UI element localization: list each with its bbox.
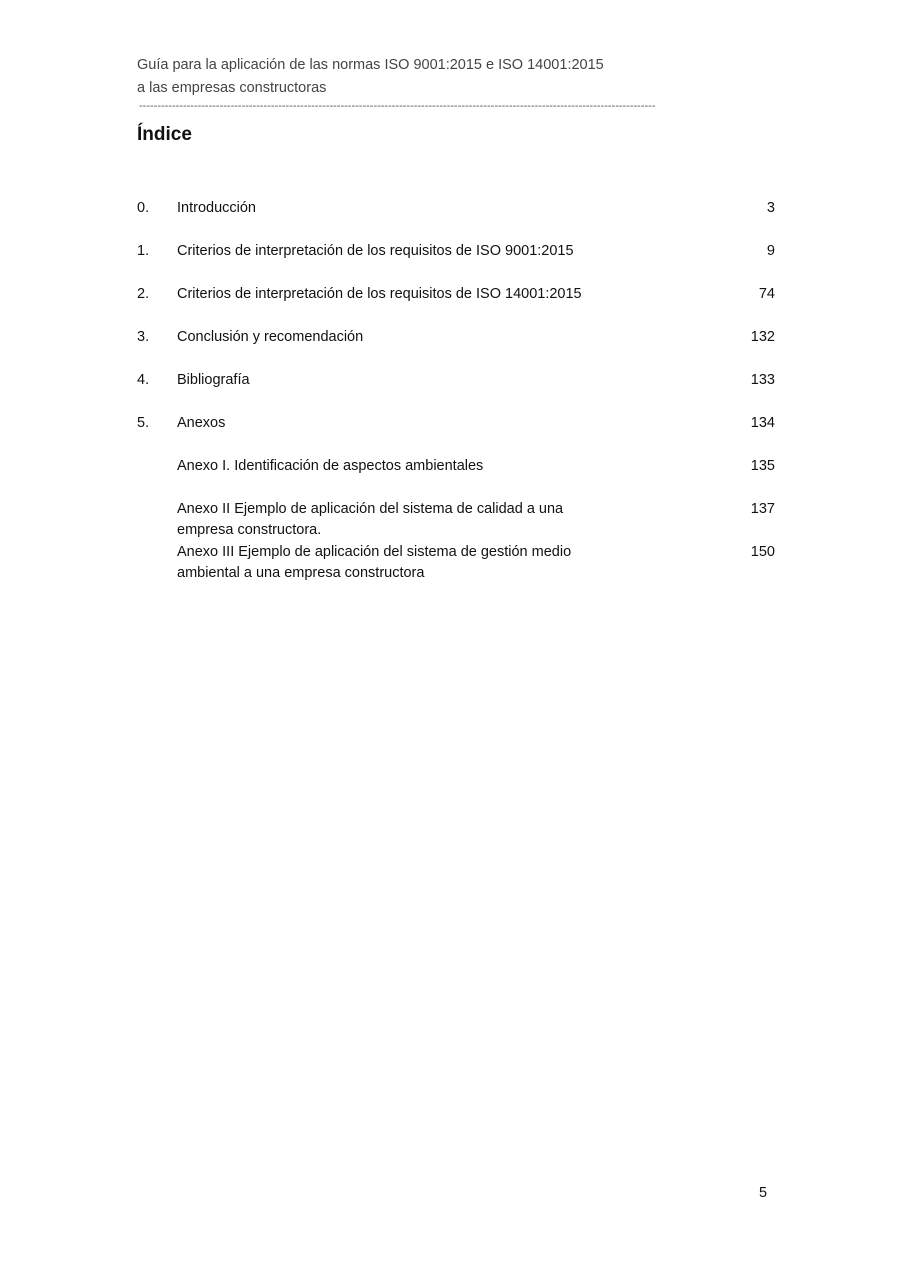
toc-annex-label-line-2: empresa constructora. [177,522,322,538]
toc-entry-page: 9 [766,243,775,259]
toc-annex-label-line-1: Anexo I. Identificación de aspectos ambientales [177,458,484,474]
toc-entry-page: 150 [750,544,775,560]
toc-entry-label: Introducción [177,200,256,216]
toc-entry-page: 132 [750,329,775,345]
toc-entry-label: Bibliografía [177,372,250,388]
toc-annex-label [177,499,617,541]
toc-entry-anexo-2[interactable] [137,499,777,541]
toc-entry-label: Anexos [177,415,226,431]
toc-entry-label: Criterios de interpretación de los requisitos de ISO 9001:2015 [177,243,574,259]
toc-entry-number: 1. [137,243,150,259]
toc-entry-page: 135 [750,458,775,474]
header-dashed-rule: --------------------------------------------------------------------------------------------------------------------------------------------- [139,100,656,112]
toc-annex-label-line-1: Anexo II Ejemplo de aplicación del sistema de calidad a una [177,501,564,517]
toc-entry-number: 0. [137,200,150,216]
toc-annex-label-line-2: ambiental a una empresa constructora [177,565,425,581]
toc-annex-label-line-1: Anexo III Ejemplo de aplicación del sistema de gestión medio [177,544,572,560]
toc-entry-iso-14001[interactable] [137,284,777,305]
page-number: 5 [759,1185,768,1201]
toc-entry-conclusion[interactable] [137,327,777,348]
toc-entry-page: 3 [766,200,775,216]
toc-entry-anexo-1[interactable] [137,456,777,477]
running-header [137,54,769,112]
toc-entry-number: 4. [137,372,150,388]
toc-entry-bibliografia[interactable] [137,370,777,391]
toc-annex-label [177,456,617,477]
toc-annex-label [177,542,617,584]
toc-entry-anexo-3[interactable] [137,542,777,584]
toc-entry-number: 2. [137,286,150,302]
toc-entry-page: 134 [750,415,775,431]
header-title-line-2: a las empresas constructoras [137,80,327,96]
toc-entry-page: 133 [750,372,775,388]
toc-entry-introduccion[interactable] [137,198,777,219]
toc-entry-anexos[interactable] [137,413,777,434]
toc-entry-page: 137 [750,501,775,517]
header-title-line-1: Guía para la aplicación de las normas ISO 9001:2015 e ISO 14001:2015 [137,57,604,73]
toc-entry-page: 74 [758,286,775,302]
toc-entry-label: Conclusión y recomendación [177,329,364,345]
toc-entry-iso-9001[interactable] [137,241,777,262]
toc-entry-number: 5. [137,415,150,431]
toc-entry-number: 3. [137,329,150,345]
toc-entry-label: Criterios de interpretación de los requisitos de ISO 14001:2015 [177,286,582,302]
table-of-contents [137,198,777,584]
toc-title: Índice [137,124,192,145]
